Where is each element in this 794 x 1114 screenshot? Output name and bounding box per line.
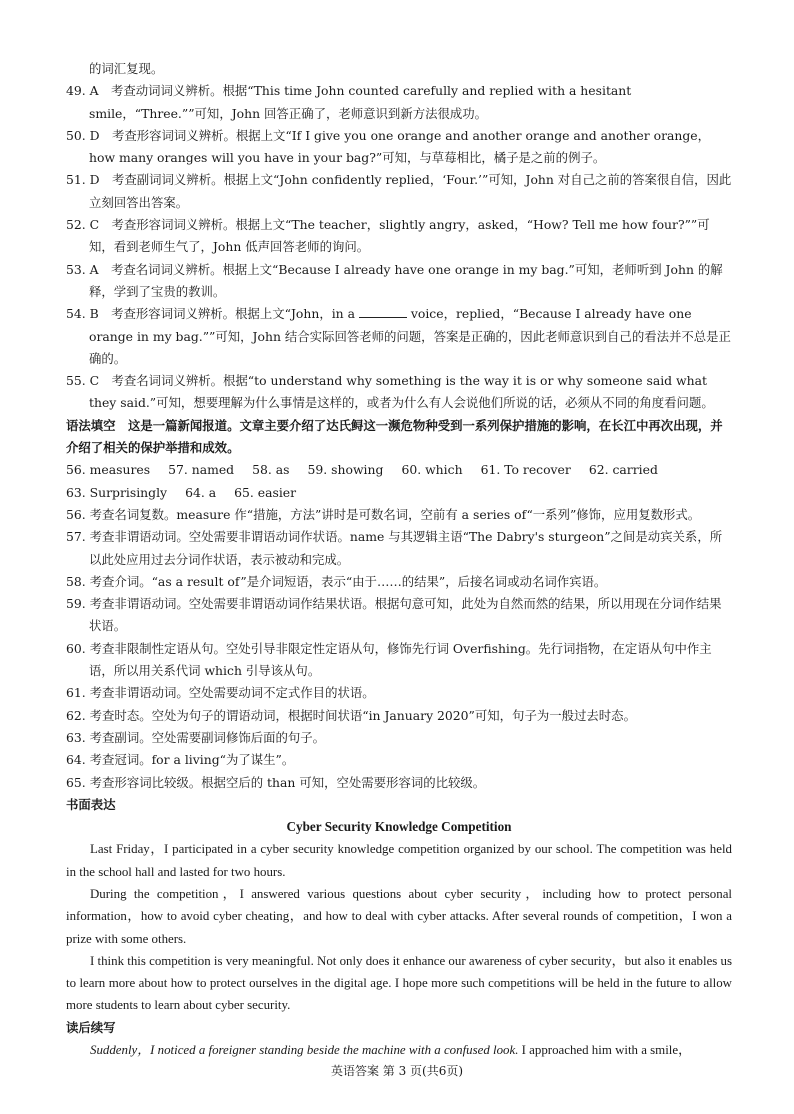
answer-explanation-49: 49. A 考查动词词义辨析。根据“This time John counted carefully and replied with a hesitant smile，“Three.””可知，John 回答正确了，老师意识到新方法很成功。 [66,83,632,121]
answer-explanation-51: 51. D 考查副词词义辨析。根据上文“John confidently replied，‘Four.’”可知，John 对自己之前的答案很自信，因此立刻回答出答案。 [66,172,732,210]
answer-explanation-63: 63. 考查副词。空处需要副词修饰后面的句子。 [66,729,326,745]
answer-item: 62. carried [588,462,658,478]
answer-explanation-55: 55. C 考查名词词义辨析。根据“to understand why something is the way it is or why someone said what they said.”可知，想要理解为什么事情是这样的，或者为什么有人会说他们所说的话，必须从不同的角度看问题。 [66,373,714,411]
answer-explanation-56: 56. 考查名词复数。measure 作“措施，方法”讲时是可数名词，空前有 a series of“一系列”修饰，应用复数形式。 [66,506,701,522]
grammar-fill-heading: 语法填空 这是一篇新闻报道。文章主要介绍了达氏鲟这一濒危物种受到一系列保护措施的影响，在长江中再次出现，并介绍了相关的保护举措和成效。 [66,417,723,456]
continuation-writing-heading: 读后续写 [66,1019,116,1035]
answer-explanation-52: 52. C 考查形容词词义辨析。根据上文“The teacher，slightly angry，asked，“How? Tell me how four?””可知，看到老师生气了，John 低声回答老师的询问。 [66,217,710,255]
continued-line: 的词汇复现。 [89,61,164,76]
answer-item: 58. as [252,462,290,478]
answer-explanation-60: 60. 考查非限制性定语从句。空处引导非限定性定语从句，修饰先行词 Overfishing。先行词指物，在定语从句中作主语，所以用关系代词 which 引导该从句。 [66,640,712,679]
writing-heading: 书面表达 [66,796,116,812]
essay-paragraph-3: I think this competition is very meaningful. Not only does it enhance our awareness of cyber security，but also it enables us to learn more about how to protect ourselves in the digital age. I hope more such competitions will be held in the future to allow more students to learn about cyber security. [66,953,732,1013]
answer-item: 60. which [401,462,463,478]
grammar-answer-list [66,459,732,504]
answer-item: 65. easier [234,484,297,500]
answer-item: 64. a [185,484,217,500]
answer-explanation-64: 64. 考查冠词。for a living“为了谋生”。 [66,752,295,768]
answer-explanation-53: 53. A 考查名词词义辨析。根据上文“Because I already have one orange in my bag.”可知，老师听到 John 的解释，学到了宝贵的教训。 [66,261,723,299]
continuation-paragraph [66,1039,732,1061]
answer-explanation-57: 57. 考查非谓语动词。空处需要非谓语动词作状语。name 与其逻辑主语“The Dabry's sturgeon”之间是动宾关系，所以此处应用过去分词作状语，表示被动和完成。 [66,529,723,567]
answer-explanation-59: 59. 考查非谓语动词。空处需要非谓语动词作结果状语。根据句意可知，此处为自然而然的结果，所以用现在分词作结果状语。 [66,596,722,634]
answer-explanation-62: 62. 考查时态。空处为句子的谓语动词，根据时间状语“in January 2020”可知，句子为一般过去时态。 [66,707,636,723]
answer-explanation-54 [66,303,732,370]
answer-item: 56. measures [66,462,151,478]
answer-explanation-50: 50. D 考查形容词词义辨析。根据上文“If I give you one orange and another orange and another orange，how many oranges will you have in your bag?”可知，与草莓相比，橘子是之前的例子。 [66,127,711,166]
fill-blank-line [359,305,407,318]
essay-paragraph-1: Last Friday，I participated in a cyber security knowledge competition organized by our school. The competition was held in the school hall and lasted for two hours. [66,842,732,879]
answer-item: 57. named [168,462,235,478]
answer-page [66,58,732,1061]
essay-paragraph-2: During the competition，I answered various questions about cyber security，including how to protect personal information，how to avoid cyber cheating，and how to deal with cyber attacks. After several rounds of competition，I won a prize with some others. [66,886,732,946]
answer-item: 59. showing [307,462,384,478]
continuation-text: I approached him with a smile， [518,1043,691,1058]
page-footer: 英语答案 第 3 页(共6页) [330,1064,464,1078]
given-opening-sentence: Suddenly，I noticed a foreigner standing beside the machine with a confused look. [90,1043,519,1058]
answer-explanation-58: 58. 考查介词。“as a result of”是介词短语，表示“由于……的结果”，后接名词或动名词作宾语。 [66,573,607,589]
q54-part2: voice，replied，“Because I already have one orange in my bag.””可知，John 结合实际回答老师的问题，答案是正确的，因此老师意识到自己的看法并不总是正确的。 [89,306,731,366]
answer-item: 61. To recover [480,462,571,478]
answer-item: 63. Surprisingly [66,484,168,500]
answer-explanation-65: 65. 考查形容词比较级。根据空后的 than 可知，空处需要形容词的比较级。 [66,774,486,790]
q54-part1: 54. B 考查形容词词义辨析。根据上文“John，in a [66,306,359,322]
answer-explanation-61: 61. 考查非谓语动词。空处需要动词不定式作目的状语。 [66,685,375,701]
essay-title: Cyber Security Knowledge Competition [286,819,512,835]
